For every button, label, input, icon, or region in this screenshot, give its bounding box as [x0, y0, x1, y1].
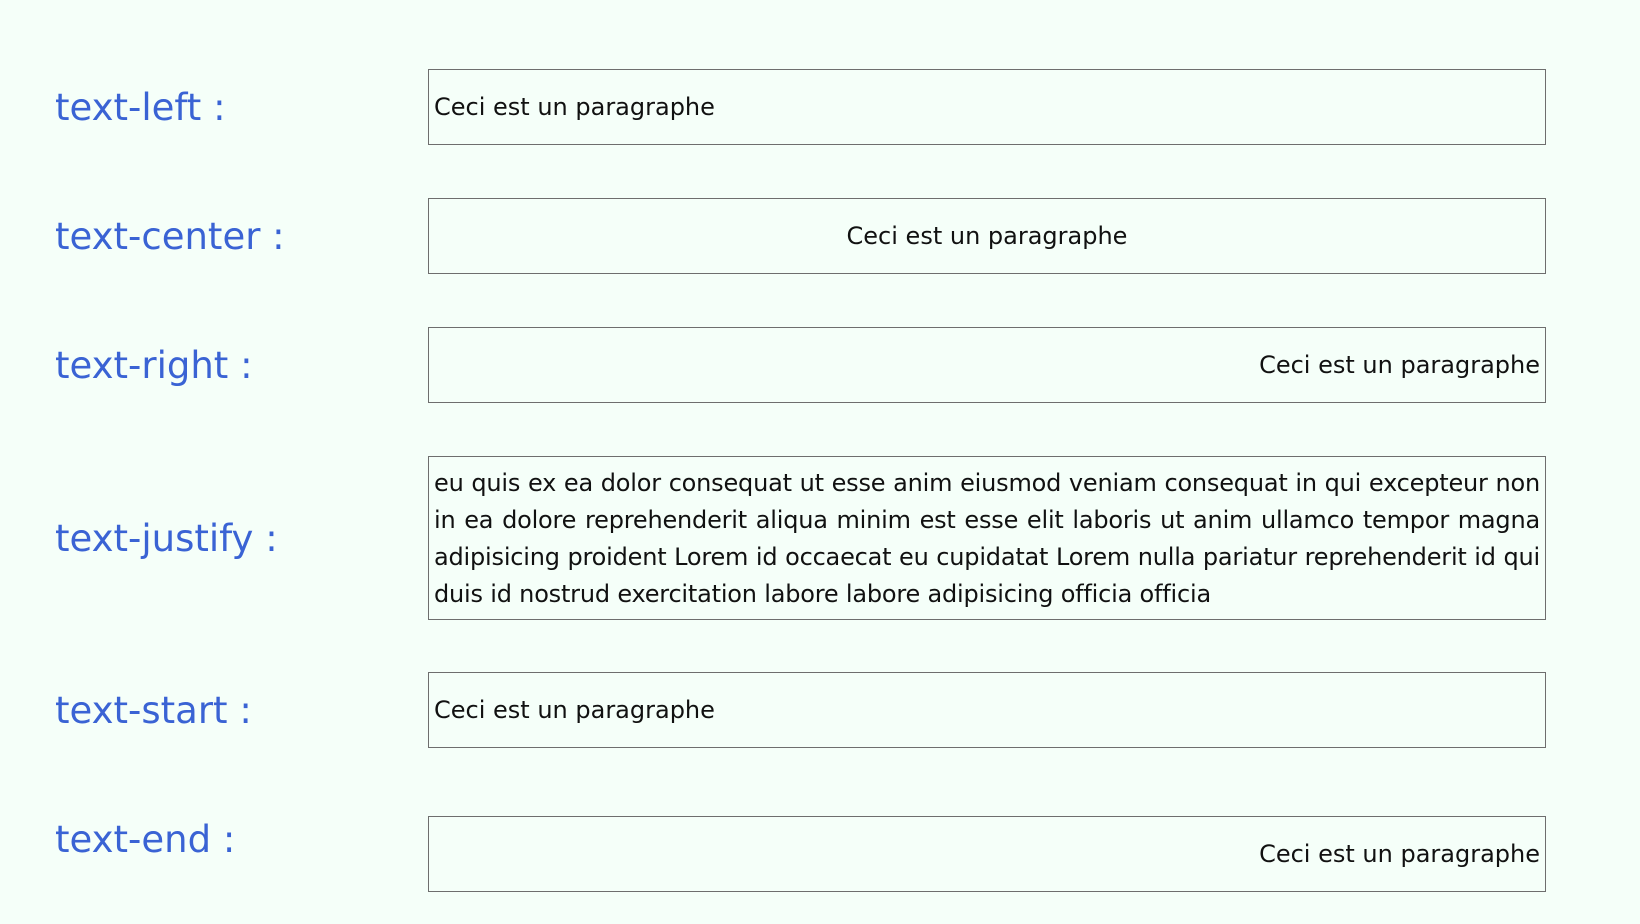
label-text-left: text-left : [55, 86, 226, 129]
label-text-start: text-start : [55, 689, 252, 732]
label-text-end: text-end : [55, 818, 236, 861]
label-text-right: text-right : [55, 344, 253, 387]
paragraph-text-end: Ceci est un paragraphe [428, 816, 1546, 892]
label-text-center: text-center : [55, 215, 285, 258]
paragraph-text-justify: eu quis ex ea dolor consequat ut esse anim eiusmod veniam consequat in qui excepteur non in ea dolore reprehenderit aliqua minim est esse elit laboris ut anim ullamco tempor magna adipisicing proident Lorem id occaecat eu cupidatat Lorem nulla pariatur reprehenderit id qui duis id nostrud exercitation labore labore adipisicing officia officia [428, 456, 1546, 620]
paragraph-text-center: Ceci est un paragraphe [428, 198, 1546, 274]
paragraph-text-start: Ceci est un paragraphe [428, 672, 1546, 748]
paragraph-text-left: Ceci est un paragraphe [428, 69, 1546, 145]
paragraph-text-right: Ceci est un paragraphe [428, 327, 1546, 403]
label-text-justify: text-justify : [55, 517, 278, 560]
